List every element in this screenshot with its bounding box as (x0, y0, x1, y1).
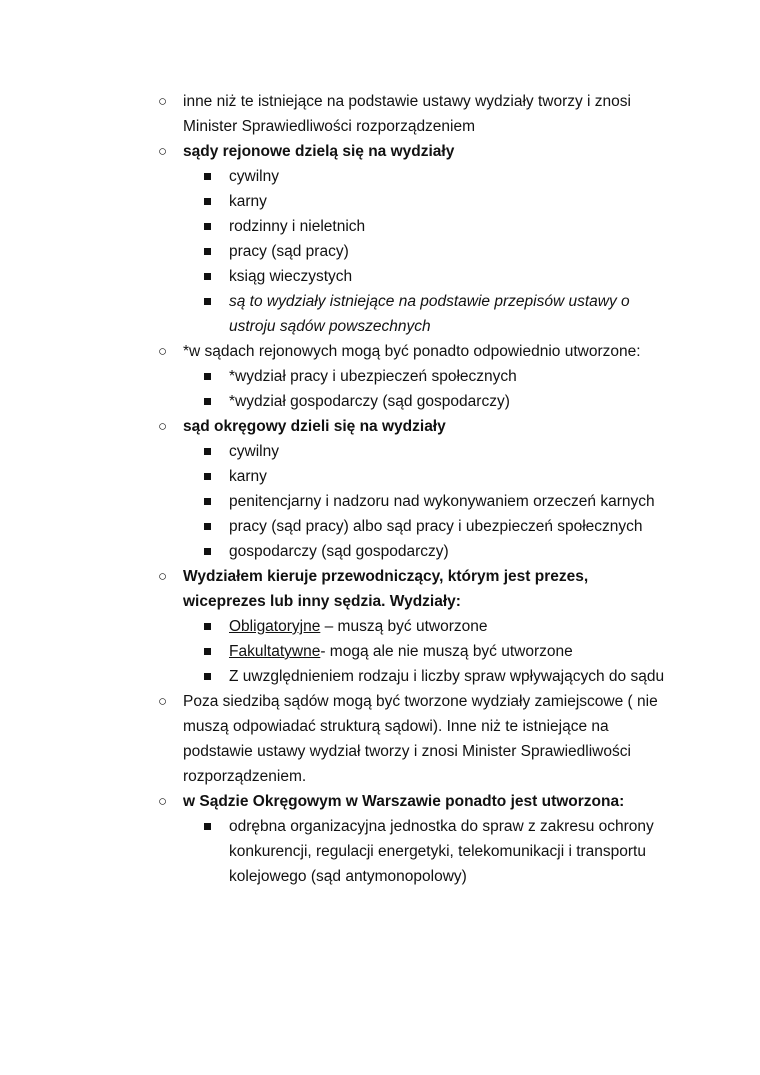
list-item-text: gospodarczy (sąd gospodarczy) (229, 543, 449, 560)
hollow-circle-bullet-icon: ○ (158, 143, 168, 160)
hollow-circle-bullet-icon: ○ (158, 568, 168, 585)
list-item-text: rodzinny i nieletnich (229, 218, 366, 235)
list-item-text: *wydział gospodarczy (sąd gospodarczy) (229, 393, 510, 410)
square-bullet-icon (204, 548, 211, 555)
sub-list-item (0, 614, 760, 639)
sub-list-item (0, 289, 760, 339)
sub-list-item (0, 464, 760, 489)
list-item (0, 789, 760, 814)
hollow-circle-bullet-icon: ○ (158, 93, 168, 110)
sub-list-item (0, 189, 760, 214)
square-bullet-icon (204, 473, 211, 480)
square-bullet-icon (204, 248, 211, 255)
list-item (0, 689, 760, 789)
sub-list-item (0, 514, 760, 539)
underlined-term: Fakultatywne (229, 643, 321, 660)
list-item-text: odrębna organizacyjna jednostka do spraw z zakresu ochrony konkurencji, regulacji energetyki, telekomunikacji i transportu kolejowego (sąd antymonopolowy) (229, 818, 654, 885)
square-bullet-icon (204, 273, 211, 280)
sub-list-item (0, 439, 760, 464)
square-bullet-icon (204, 448, 211, 455)
list-item-text: ksiąg wieczystych (229, 268, 353, 285)
square-bullet-icon (204, 648, 211, 655)
square-bullet-icon (204, 173, 211, 180)
list-item-text: są to wydziały istniejące na podstawie przepisów ustawy o ustroju sądów powszechnych (229, 293, 630, 335)
square-bullet-icon (204, 673, 211, 680)
list-item-text: Poza siedzibą sądów mogą być tworzone wydziały zamiejscowe ( nie muszą odpowiadać strukturą sądowi). Inne niż te istniejące na podstawie ustawy wydział tworzy i znosi Minister Sprawiedliwości rozporządzeniem. (183, 693, 658, 785)
list-item-text: penitencjarny i nadzoru nad wykonywaniem orzeczeń karnych (229, 493, 655, 510)
list-item-text: cywilny (229, 443, 279, 460)
square-bullet-icon (204, 498, 211, 505)
square-bullet-icon (204, 223, 211, 230)
square-bullet-icon (204, 623, 211, 630)
list-item-text: cywilny (229, 168, 279, 185)
square-bullet-icon (204, 298, 211, 305)
document-page (0, 89, 760, 889)
square-bullet-icon (204, 198, 211, 205)
list-item-text: karny (229, 193, 267, 210)
sub-list-item (0, 214, 760, 239)
sub-list-item (0, 664, 760, 689)
square-bullet-icon (204, 823, 211, 830)
sub-list-item (0, 264, 760, 289)
list-item-text: pracy (sąd pracy) (229, 243, 349, 260)
square-bullet-icon (204, 523, 211, 530)
list-item-text: Z uwzględnieniem rodzaju i liczby spraw wpływających do sądu (229, 668, 665, 685)
sub-list-item (0, 489, 760, 514)
list-item-text: w Sądzie Okręgowym w Warszawie ponadto jest utworzona: (183, 793, 625, 810)
sub-list-item (0, 814, 760, 889)
underlined-term: Obligatoryjne (229, 618, 321, 635)
square-bullet-icon (204, 373, 211, 380)
list-item (0, 89, 760, 139)
list-item-text: – muszą być utworzone (320, 618, 488, 635)
list-item-text: pracy (sąd pracy) albo sąd pracy i ubezpieczeń społecznych (229, 518, 643, 535)
list-item-text: *w sądach rejonowych mogą być ponadto odpowiednio utworzone: (183, 343, 641, 360)
list-item-text: sąd okręgowy dzieli się na wydziały (183, 418, 446, 435)
hollow-circle-bullet-icon: ○ (158, 793, 168, 810)
hollow-circle-bullet-icon: ○ (158, 693, 168, 710)
sub-list-item (0, 239, 760, 264)
list-item-text: *wydział pracy i ubezpieczeń społecznych (229, 368, 517, 385)
list-item-text: Wydziałem kieruje przewodniczący, którym jest prezes, wiceprezes lub inny sędzia. Wydziały: (183, 568, 589, 610)
sub-list-item (0, 364, 760, 389)
sub-list-item (0, 639, 760, 664)
list-item (0, 139, 760, 164)
list-item (0, 414, 760, 439)
list-item-text: - mogą ale nie muszą być utworzone (320, 643, 573, 660)
list-item (0, 339, 760, 364)
sub-list-item (0, 389, 760, 414)
list-item-text: karny (229, 468, 267, 485)
hollow-circle-bullet-icon: ○ (158, 418, 168, 435)
list-item-text: sądy rejonowe dzielą się na wydziały (183, 143, 455, 160)
sub-list-item (0, 539, 760, 564)
sub-list-item (0, 164, 760, 189)
hollow-circle-bullet-icon: ○ (158, 343, 168, 360)
list-item (0, 564, 760, 614)
list-item-text: inne niż te istniejące na podstawie ustawy wydziały tworzy i znosi Minister Sprawiedliwości rozporządzeniem (183, 93, 631, 135)
square-bullet-icon (204, 398, 211, 405)
